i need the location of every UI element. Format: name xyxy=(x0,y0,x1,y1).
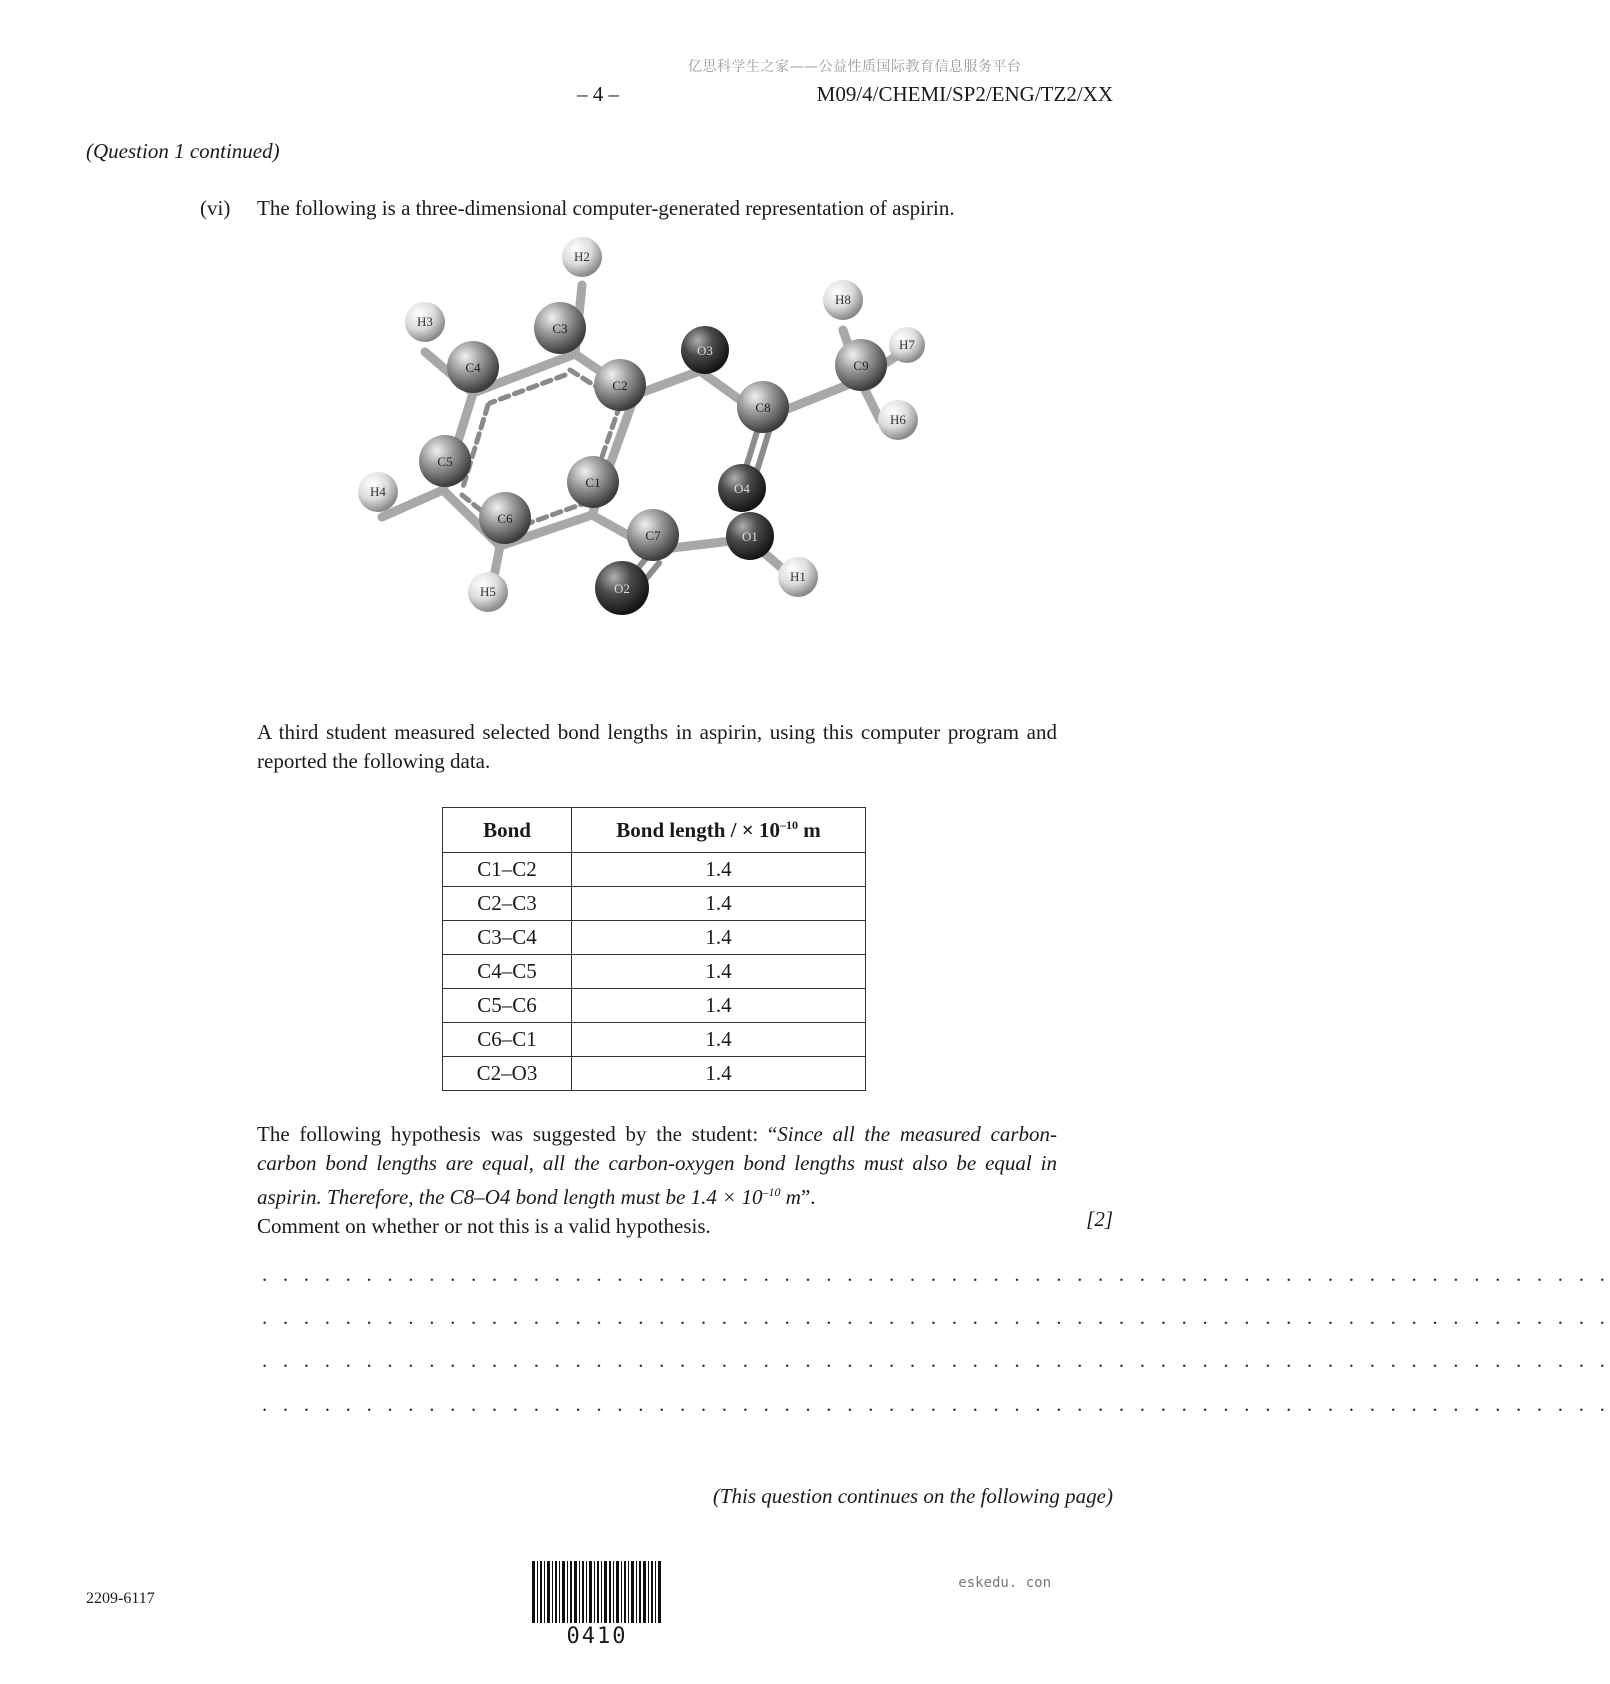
svg-text:C4: C4 xyxy=(465,360,481,375)
svg-text:H1: H1 xyxy=(790,569,806,584)
paragraph-bond-measurement: A third student measured selected bond lengths in aspirin, using this computer program and reported the following data. xyxy=(257,720,1057,773)
question-text: The following is a three-dimensional computer-generated representation of aspirin. xyxy=(257,196,955,220)
atom-C4 xyxy=(447,341,499,393)
atom-C5 xyxy=(419,435,471,487)
bond-cell: C5–C6 xyxy=(443,989,572,1023)
barcode-icon xyxy=(532,1561,662,1623)
answer-line[interactable]: . . . . . . . . . . . . . . . . . . . . . . . . . . . . . . . . . . . . . . . . . . . . . . . . . . . . . . . . . . . . . . . . . xyxy=(262,1262,1610,1286)
atom-O4 xyxy=(718,464,766,512)
atom-O1 xyxy=(726,512,774,560)
svg-text:C6: C6 xyxy=(497,511,513,526)
atom-C3 xyxy=(534,302,586,354)
atom-C1 xyxy=(567,456,619,508)
marks-label: [2] xyxy=(1086,1207,1113,1231)
site-watermark: eskedu. con xyxy=(958,1575,1051,1591)
table-row xyxy=(443,853,866,887)
header-bond-length: Bond length / × $10^{-10}$ m xyxy=(572,808,866,853)
length-cell: 1.4 xyxy=(572,921,866,955)
atom-H5 xyxy=(468,572,508,612)
bond-length-table xyxy=(442,807,866,1091)
continues-note: (This question continues on the following page) xyxy=(712,1484,1113,1508)
atom-H6 xyxy=(878,400,918,440)
table-row xyxy=(443,1057,866,1091)
svg-text:O2: O2 xyxy=(614,581,630,596)
length-cell: 1.4 xyxy=(572,955,866,989)
svg-text:H2: H2 xyxy=(574,249,590,264)
svg-text:H3: H3 xyxy=(417,314,433,329)
table-row xyxy=(443,989,866,1023)
bond-cell: C2–C3 xyxy=(443,887,572,921)
answer-line[interactable]: . . . . . . . . . . . . . . . . . . . . . . . . . . . . . . . . . . . . . . . . . . . . . . . . . . . . . . . . . . . . . . . . . xyxy=(262,1305,1610,1329)
paper-code: M09/4/CHEMI/SP2/ENG/TZ2/XX xyxy=(816,82,1113,106)
atom-H8 xyxy=(823,280,863,320)
svg-text:H6: H6 xyxy=(890,412,906,427)
atom-H3 xyxy=(405,302,445,342)
atom-H2 xyxy=(562,237,602,277)
svg-text:C7: C7 xyxy=(645,528,661,543)
atom-C8 xyxy=(737,381,789,433)
bond-cell: C2–O3 xyxy=(443,1057,572,1091)
bond-cell: C1–C2 xyxy=(443,853,572,887)
aspirin-molecule-diagram xyxy=(350,249,950,675)
answer-line[interactable]: . . . . . . . . . . . . . . . . . . . . . . . . . . . . . . . . . . . . . . . . . . . . . . . . . . . . . . . . . . . . . . . . . xyxy=(262,1348,1610,1372)
bond-cell: C6–C1 xyxy=(443,1023,572,1057)
table-row xyxy=(443,887,866,921)
atom-C9 xyxy=(835,339,887,391)
length-cell: 1.4 xyxy=(572,1057,866,1091)
svg-text:O1: O1 xyxy=(742,529,758,544)
svg-text:C9: C9 xyxy=(853,358,869,373)
svg-text:O4: O4 xyxy=(734,481,750,496)
svg-text:H4: H4 xyxy=(370,484,386,499)
barcode-number: 0410 xyxy=(566,1624,628,1649)
question-number: (vi) xyxy=(200,196,231,220)
paragraph-hypothesis: The following hypothesis was suggested by the student: “Since all the measured carbon-carbon bond lengths are equal, all the carbon-oxygen bond lengths must also be equal in aspirin. Therefore, the C8–O4 bond length must be $1.4 \times 10^{-10}$ m”. Comment on whether or not this is a valid hypothesis. xyxy=(257,1122,1057,1238)
bond-cell: C4–C5 xyxy=(443,955,572,989)
table-row xyxy=(443,955,866,989)
svg-text:O3: O3 xyxy=(697,343,713,358)
atom-C6 xyxy=(479,492,531,544)
atom-O3 xyxy=(681,326,729,374)
atom-C7 xyxy=(627,509,679,561)
length-cell: 1.4 xyxy=(572,1023,866,1057)
continued-label: (Question 1 continued) xyxy=(86,139,280,163)
table-row xyxy=(443,1023,866,1057)
svg-text:C2: C2 xyxy=(612,378,628,393)
svg-text:H7: H7 xyxy=(899,337,915,352)
svg-text:C1: C1 xyxy=(585,475,601,490)
table-row xyxy=(443,921,866,955)
header-bond: Bond xyxy=(443,808,572,853)
atom-C2 xyxy=(594,359,646,411)
length-cell: 1.4 xyxy=(572,853,866,887)
length-cell: 1.4 xyxy=(572,989,866,1023)
svg-text:C8: C8 xyxy=(755,400,771,415)
bond-cell: C3–C4 xyxy=(443,921,572,955)
atom-H1 xyxy=(778,557,818,597)
watermark-text: 亿思科学生之家——公益性质国际教育信息服务平台 xyxy=(688,59,1022,75)
atom-H7 xyxy=(889,327,925,363)
svg-text:H8: H8 xyxy=(835,292,851,307)
svg-text:C3: C3 xyxy=(552,321,568,336)
svg-text:C5: C5 xyxy=(437,454,453,469)
table-header-row xyxy=(443,808,866,853)
atom-O2 xyxy=(595,561,649,615)
answer-line[interactable]: . . . . . . . . . . . . . . . . . . . . . . . . . . . . . . . . . . . . . . . . . . . . . . . . . . . . . . . . . . . . . . . . . xyxy=(262,1392,1610,1416)
length-cell: 1.4 xyxy=(572,887,866,921)
svg-text:H5: H5 xyxy=(480,584,496,599)
document-id: 2209-6117 xyxy=(86,1590,155,1607)
page-number: – 4 – xyxy=(577,82,619,106)
atom-group xyxy=(358,237,925,615)
atom-H4 xyxy=(358,472,398,512)
